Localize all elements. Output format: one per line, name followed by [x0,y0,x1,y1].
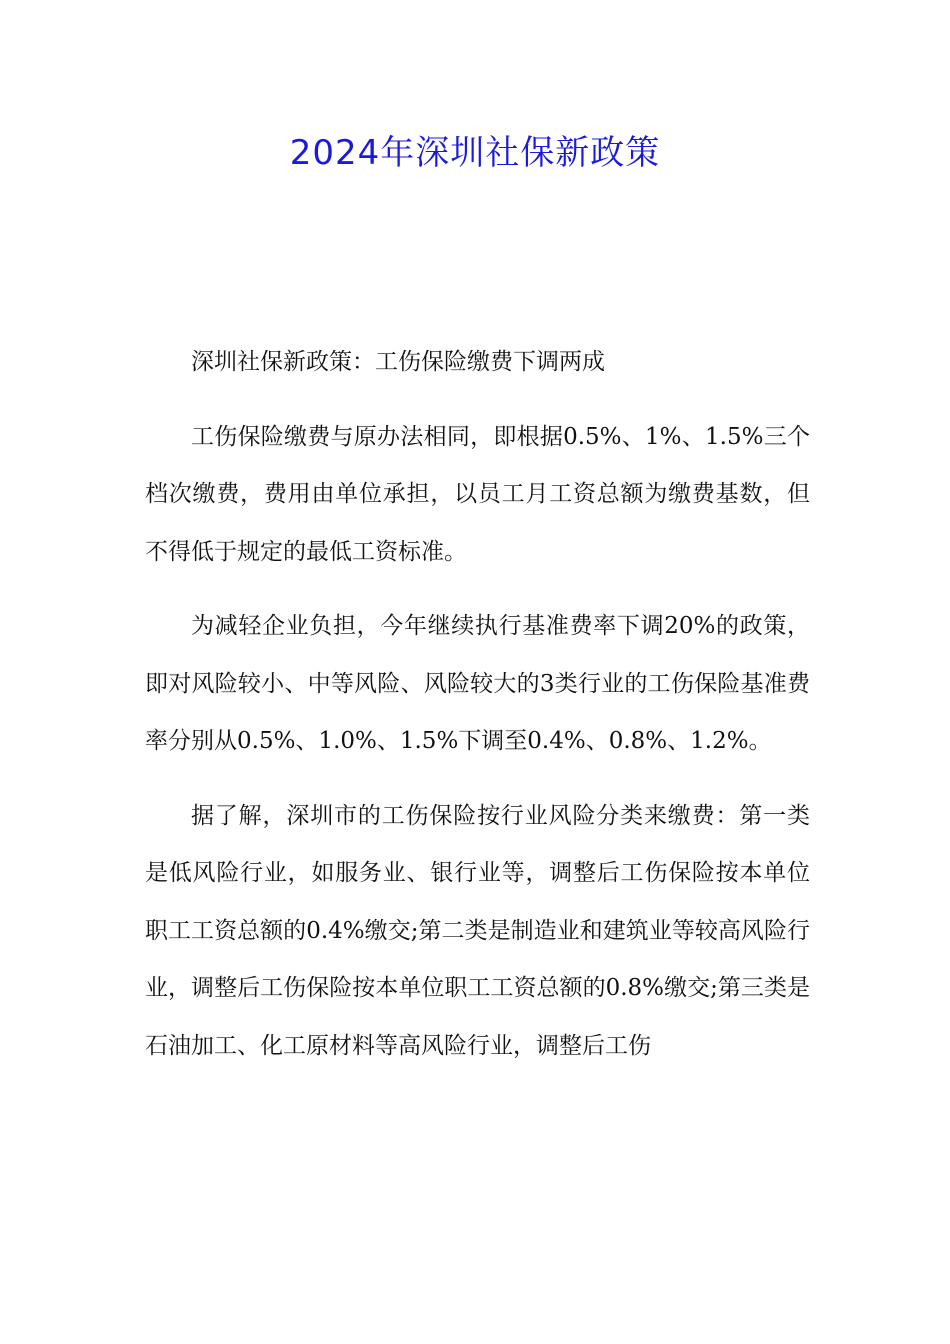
paragraph: 据了解，深圳市的工伤保险按行业风险分类来缴费：第一类是低风险行业，如服务业、银行业等，调整后工伤保险按本单位职工工资总额的0.4%缴交;第二类是制造业和建筑业等较高风险行业，调整后工伤保险按本单位职工工资总额的0.8%缴交;第三类是石油加工、化工原材料等高风险行业，调整后工伤 [145,802,810,1059]
paragraph-heading: 深圳社保新政策：工伤保险缴费下调两成 [191,349,605,375]
document-body [145,334,810,1092]
paragraph: 工伤保险缴费与原办法相同，即根据0.5%、1%、1.5%三个档次缴费，费用由单位承担，以员工月工资总额为缴费基数，但不得低于规定的最低工资标准。 [145,423,810,565]
paragraph: 为减轻企业负担，今年继续执行基准费率下调20%的政策，即对风险较小、中等风险、风险较大的3类行业的工伤保险基准费率分别从0.5%、1.0%、1.5%下调至0.4%、0.8%、1.2%。 [145,613,810,754]
document-title: 2024年深圳社保新政策 [289,133,661,173]
